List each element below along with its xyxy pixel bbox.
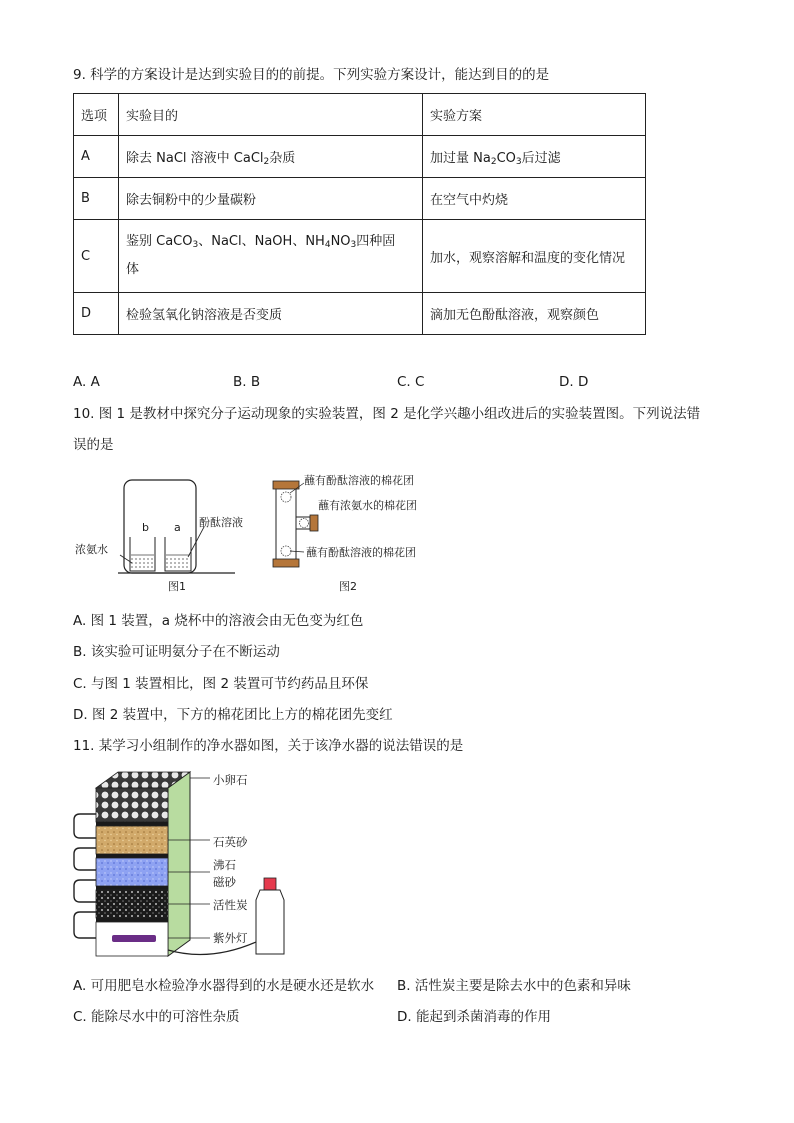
q11-option-a: A. 可用肥皂水检验净水器得到的水是硬水还是软水 xyxy=(73,978,375,994)
fig1-label-phenolphthalein: 酚酞溶液 xyxy=(199,516,243,529)
fig1-label-b: b xyxy=(142,521,149,534)
q11-option-c: C. 能除尽水中的可溶性杂质 xyxy=(73,1009,240,1025)
fig2-caption: 图2 xyxy=(339,580,357,593)
table-cell-plan: 滴加无色酚酞溶液，观察颜色 xyxy=(423,293,646,335)
purifier-label-quartz-sand: 石英砂 xyxy=(213,835,248,849)
q11-stem: 11. 某学习小组制作的净水器如图，关于该净水器的说法错误的是 xyxy=(73,738,464,754)
q11-option-d: D. 能起到杀菌消毒的作用 xyxy=(397,1009,551,1025)
table-cell-plan: 加过量 $Na_2CO_3$后过滤 xyxy=(423,136,646,178)
table-cell-purpose: 检验氢氧化钠溶液是否变质 xyxy=(119,293,423,335)
table-row xyxy=(74,136,646,178)
table-row xyxy=(74,293,646,335)
purifier-label-magnetic-sand: 磁砂 xyxy=(213,875,236,889)
table-cell-purpose: 鉴别 CaCO$_3$、NaCl、NaOH、$NH_4NO_3$四种固 体 xyxy=(119,220,423,293)
purifier-label-activated-carbon: 活性炭 xyxy=(213,898,248,912)
table-header-plan: 实验方案 xyxy=(423,94,646,136)
table-cell-purpose: 除去 NaCl 溶液中 CaCl$_2$杂质 xyxy=(119,136,423,178)
q10-option-c: C. 与图 1 装置相比，图 2 装置可节约药品且环保 xyxy=(73,676,369,692)
fig1-label-a: a xyxy=(174,521,181,534)
table-row xyxy=(74,220,646,293)
table-row xyxy=(74,94,646,136)
q9-choice-b: B. B xyxy=(233,374,261,390)
fig2-apparatus xyxy=(266,475,326,575)
table-cell-plan: 在空气中灼烧 xyxy=(423,178,646,220)
table-cell-option: D xyxy=(74,293,119,335)
q10-option-d: D. 图 2 装置中，下方的棉花团比上方的棉花团先变红 xyxy=(73,707,393,723)
purifier-label-uv-lamp: 紫外灯 xyxy=(213,931,248,945)
fig1-apparatus xyxy=(70,475,250,595)
q9-stem: 9. 科学的方案设计是达到实验目的的前提。下列实验方案设计，能达到目的的是 xyxy=(73,67,550,83)
fig2-label-mid: 蘸有浓氨水的棉花团 xyxy=(318,499,417,512)
table-cell-option: B xyxy=(74,178,119,220)
table-header-option: 选项 xyxy=(74,94,119,136)
purifier-label-pebbles: 小卵石 xyxy=(213,773,248,787)
table-cell-purpose: 除去铜粉中的少量碳粉 xyxy=(119,178,423,220)
fig2-label-top: 蘸有酚酞溶液的棉花团 xyxy=(304,474,414,487)
q10-stem-line1: 10. 图 1 是教材中探究分子运动现象的实验装置，图 2 是化学兴趣小组改进后的实验装置图。下列说法错 xyxy=(73,406,701,422)
table-header-purpose: 实验目的 xyxy=(119,94,423,136)
fig2-label-bottom: 蘸有酚酞溶液的棉花团 xyxy=(306,546,416,559)
table-cell-plan: 加水，观察溶解和温度的变化情况 xyxy=(423,220,646,293)
table-cell-option: A xyxy=(74,136,119,178)
q10-option-a: A. 图 1 装置，a 烧杯中的溶液会由无色变为红色 xyxy=(73,613,364,629)
q11-option-b: B. 活性炭主要是除去水中的色素和异味 xyxy=(397,978,631,994)
q10-stem-line2: 误的是 xyxy=(73,437,114,453)
q9-choice-c: C. C xyxy=(397,374,425,390)
table-row xyxy=(74,178,646,220)
q9-choice-d: D. D xyxy=(559,374,589,390)
fig1-caption: 图1 xyxy=(168,580,186,593)
q10-option-b: B. 该实验可证明氨分子在不断运动 xyxy=(73,644,280,660)
q9-table xyxy=(73,93,646,335)
fig1-label-ammonia: 浓氨水 xyxy=(75,543,108,556)
table-cell-option: C xyxy=(74,220,119,293)
q9-choice-a: A. A xyxy=(73,374,100,390)
water-purifier-diagram xyxy=(70,770,300,960)
purifier-label-zeolite: 沸石 xyxy=(213,858,236,872)
